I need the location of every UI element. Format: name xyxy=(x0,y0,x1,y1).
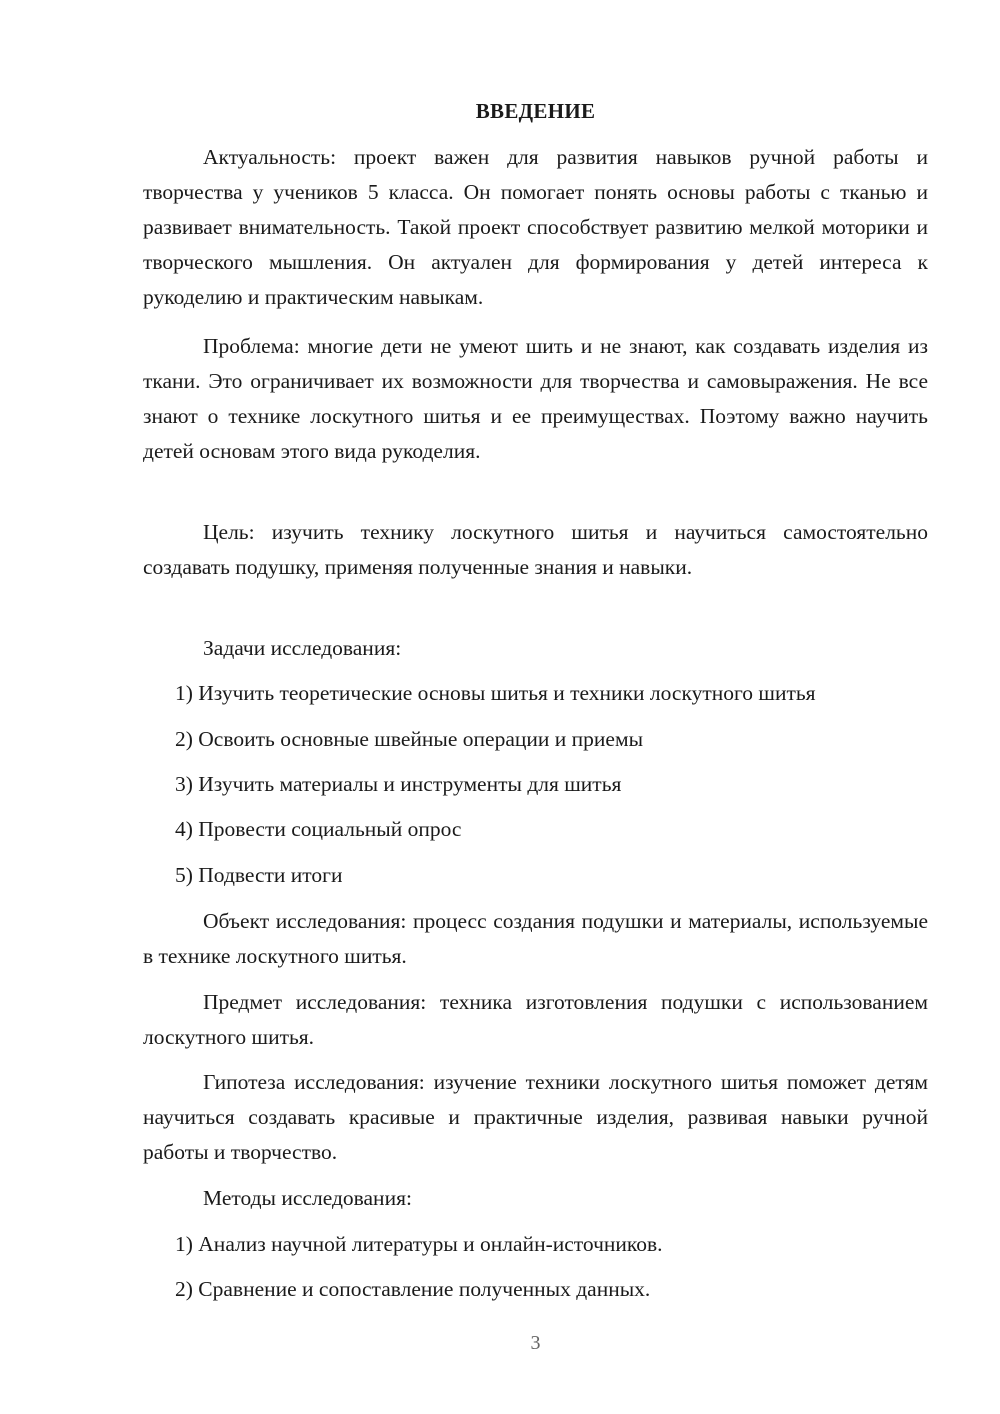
page-title: ВВЕДЕНИЕ xyxy=(475,99,596,123)
task-item: 4) Провести социальный опрос xyxy=(175,817,462,841)
tasks-heading: Задачи исследования: xyxy=(203,636,402,660)
object-paragraph: Объект исследования: процесс создания подушки и материалы, используемые в технике лоскутного шитья. xyxy=(143,909,928,968)
relevance-paragraph: Актуальность: проект важен для развития навыков ручной работы и творчества у учеников 5 класса. Он помогает понять основы работы с тканью и развивает внимательность. Такой проект способствует развитию мелкой моторики и творческого мышления. Он актуален для формирования у детей интереса к рукоделию и практическим навыкам. xyxy=(143,145,928,309)
task-item: 2) Освоить основные швейные операции и приемы xyxy=(175,727,644,751)
page-number: 3 xyxy=(530,1332,541,1354)
document-page xyxy=(143,0,928,1414)
method-item: 1) Анализ научной литературы и онлайн-источников. xyxy=(175,1232,663,1256)
task-item: 5) Подвести итоги xyxy=(175,863,343,887)
goal-paragraph: Цель: изучить технику лоскутного шитья и научиться самостоятельно создавать подушку, применяя полученные знания и навыки. xyxy=(143,520,928,579)
method-item: 2) Сравнение и сопоставление полученных данных. xyxy=(175,1277,651,1301)
subject-paragraph: Предмет исследования: техника изготовления подушки с использованием лоскутного шитья. xyxy=(143,990,928,1049)
hypothesis-paragraph: Гипотеза исследования: изучение техники лоскутного шитья поможет детям научиться создавать красивые и практичные изделия, развивая навыки ручной работы и творчество. xyxy=(143,1070,928,1164)
task-item: 3) Изучить материалы и инструменты для шитья xyxy=(175,772,622,796)
problem-paragraph: Проблема: многие дети не умеют шить и не знают, как создавать изделия из ткани. Это ограничивает их возможности для творчества и самовыражения. Не все знают о технике лоскутного шитья и ее преимуществах. Поэтому важно научить детей основам этого вида рукоделия. xyxy=(143,334,928,463)
task-item: 1) Изучить теоретические основы шитья и техники лоскутного шитья xyxy=(175,681,816,705)
methods-heading: Методы исследования: xyxy=(203,1186,412,1210)
